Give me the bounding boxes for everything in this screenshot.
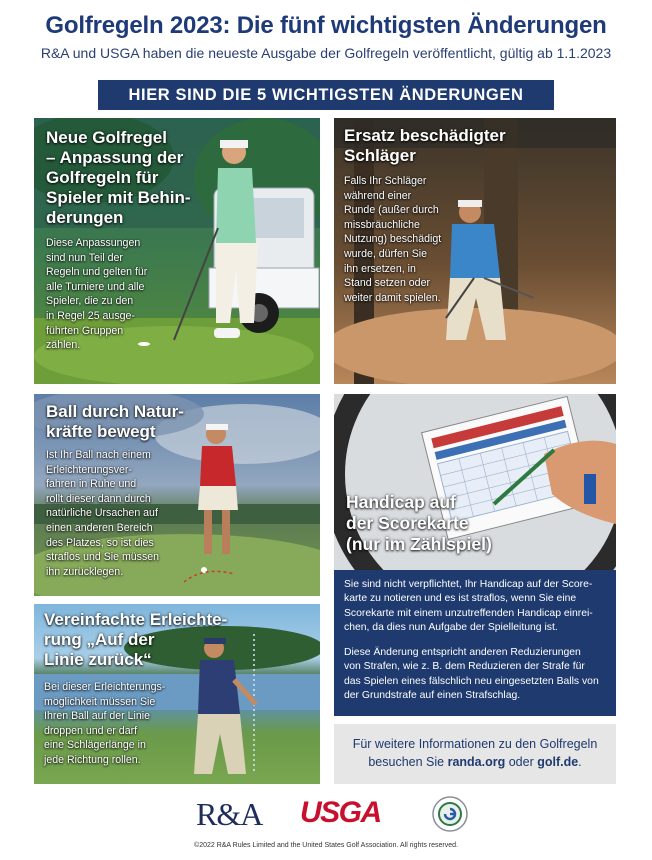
panel-title: Ersatz beschädigter Schläger xyxy=(344,126,506,165)
randa-logo: R&A xyxy=(196,796,263,832)
panel-text: Bei dieser Erleichterungs- möglichkeit müssen Sie Ihren Ball auf der Linie droppen und er darf eine Schlägerlänge in jede Richtung rollen. xyxy=(44,681,166,766)
section-banner: HIER SIND DIE 5 WICHTIGSTEN ÄNDERUNGEN xyxy=(98,80,554,110)
panel-title: Vereinfachte Erleichte- rung „Auf der Linie zurück“ xyxy=(44,610,228,669)
panel-title: Ball durch Natur- kräfte bewegt xyxy=(46,402,184,441)
info-suffix: . xyxy=(578,755,582,769)
panel-handicap-scorecard xyxy=(334,394,616,716)
panel-text-1: Sie sind nicht verpflichtet, Ihr Handicap auf der Score- karte zu notieren und es ist straflos, wenn Sie eine Scorekarte mit einem unzutreffenden Handicap einrei- chen, da dies nun Aufgabe der Spielleitung ist. xyxy=(344,579,593,633)
randa-link[interactable]: randa.org xyxy=(447,755,506,769)
info-mid: oder xyxy=(505,755,538,769)
panel-text: Falls Ihr Schläger während einer Runde (außer durch missbräuchliche Nutzung) beschädigt wurde, dürfen Sie ihn ersetzen, in Stand setzen oder weiter damit spielen. xyxy=(344,175,442,304)
panel-title: Neue Golfregel – Anpassung der Golfregeln für Spieler mit Behin- derungen xyxy=(46,128,191,227)
usga-logo: USGA xyxy=(300,796,381,829)
golf-de-link[interactable]: golf.de xyxy=(537,755,579,769)
dgv-logo-icon xyxy=(432,796,468,832)
info-prefix: besuchen Sie xyxy=(368,755,448,769)
panel-ball-moved-by-nature xyxy=(34,394,320,596)
more-info-box xyxy=(334,724,616,784)
logos-row xyxy=(0,796,652,836)
panel-text: Ist Ihr Ball nach einem Erleichterungsver- fahren in Ruhe und rollt dieser dann durch natürliche Ursachen auf einen anderen Bereich des Platzes, so ist dies straflos und Sie müssen ihn zurücklegen. xyxy=(46,449,160,578)
panel-disability-rules xyxy=(34,118,320,384)
panel-text: Diese Anpassungen sind nun Teil der Regeln und gelten für alle Turniere und alle Spieler, die zu den in Regel 25 ausge- führten Gruppen zählen. xyxy=(46,237,148,352)
copyright-footer: ©2022 R&A Rules Limited and the United States Golf Association. All rights reserved. xyxy=(194,842,458,849)
handicap-text-box xyxy=(334,570,616,716)
info-line-2 xyxy=(334,753,616,771)
panel-text-2: Diese Änderung entspricht anderen Reduzierungen von Strafen, wie z. B. dem Reduzieren der Strafe für das Spielen eines fälschlich neu eingesetzten Balls von der Grundstrafe auf einen Strafschlag. xyxy=(344,647,599,701)
panel-damaged-club xyxy=(334,118,616,384)
page-subtitle: R&A und USGA haben die neueste Ausgabe der Golfregeln veröffentlicht, gültig ab 1.1.2023 xyxy=(40,45,612,61)
panel-title: Handicap auf der Scorekarte (nur im Zählspiel) xyxy=(346,492,492,554)
panel-back-on-the-line xyxy=(34,604,320,784)
info-line-1: Für weitere Informationen zu den Golfregeln xyxy=(352,737,598,751)
page-title: Golfregeln 2023: Die fünf wichtigsten Änderungen xyxy=(45,12,607,39)
